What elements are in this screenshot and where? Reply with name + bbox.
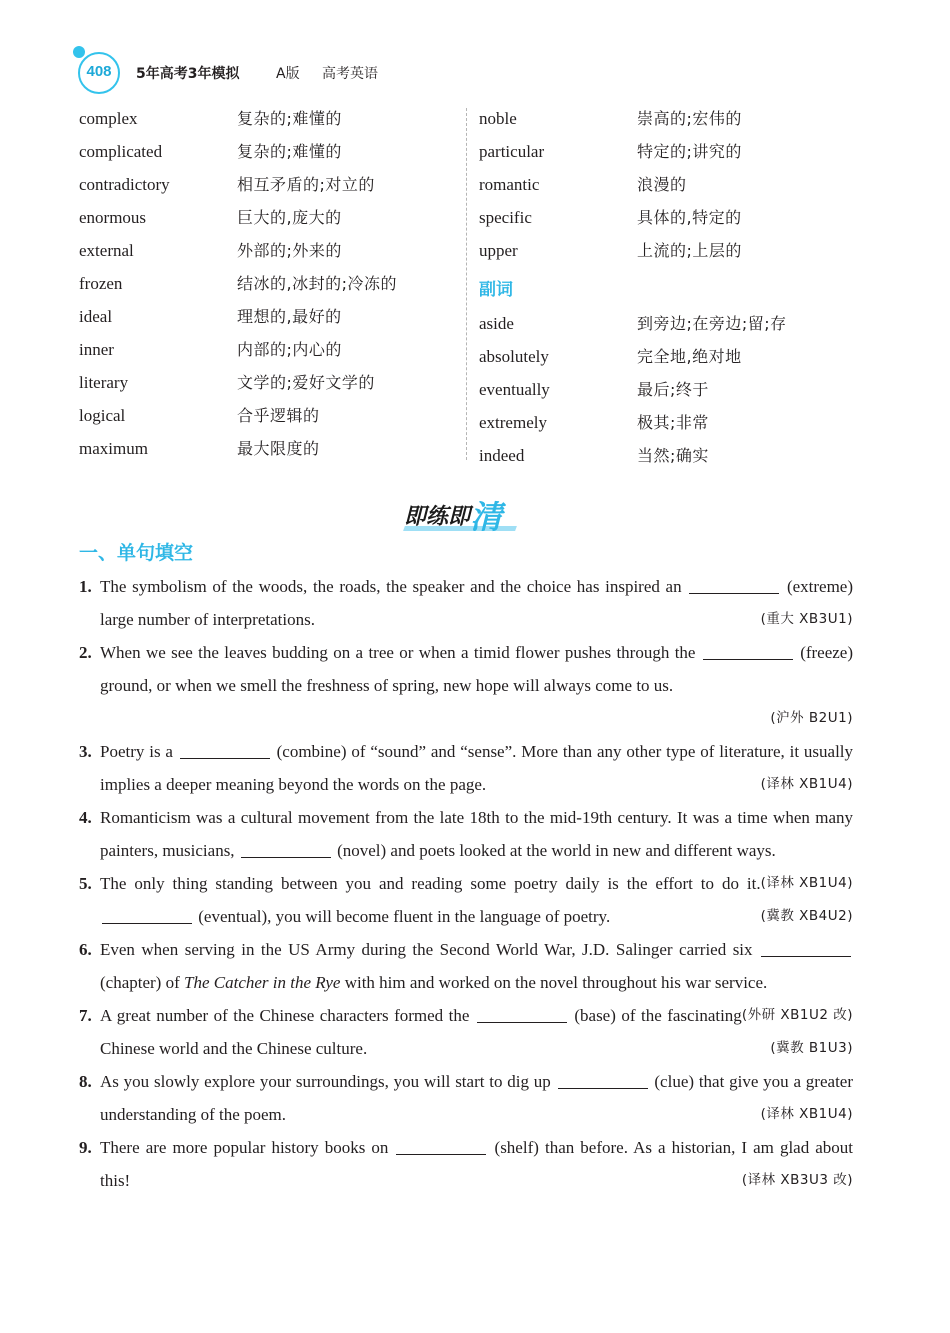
source-line — [100, 702, 853, 735]
exercise-item — [79, 1131, 853, 1197]
exercise-item — [79, 999, 853, 1065]
vocab-row — [479, 442, 859, 475]
exercise-text: of — [165, 973, 180, 992]
exercise-hint: (combine) — [276, 742, 347, 761]
vocab-row — [79, 105, 459, 138]
exercise-hint: (novel) — [337, 841, 387, 860]
exercise-text: of “sound” and “sense”. More than any other type of literature, it usually implies a deeper meaning beyond the words on the page. — [100, 742, 854, 794]
vocab-meaning: 上流的;上层的 — [637, 241, 742, 260]
vocab-row — [79, 204, 459, 237]
exercise-text: than before. As a historian, I am glad about this! — [100, 1138, 854, 1190]
vocab-word: romantic — [479, 175, 540, 194]
book-title-italic: The Catcher in the Rye — [184, 973, 341, 992]
vocab-meaning: 巨大的,庞大的 — [237, 208, 342, 227]
vocab-word: logical — [79, 406, 126, 425]
vocab-meaning: 具体的,特定的 — [637, 208, 742, 227]
vocab-word: absolutely — [479, 347, 549, 366]
exercise-source: (重大 XB3U1) — [760, 611, 853, 627]
page-number-badge — [78, 52, 120, 94]
vocab-word: enormous — [79, 208, 147, 227]
vocab-word: frozen — [79, 274, 123, 293]
vocab-meaning: 文学的;爱好文学的 — [237, 373, 375, 392]
vocab-row — [479, 310, 859, 343]
edition-label: A版 — [276, 66, 300, 82]
exercise-hint: (extreme) — [786, 577, 854, 596]
vocab-word: indeed — [479, 446, 525, 465]
vocab-meaning: 相互矛盾的;对立的 — [237, 175, 375, 194]
subject-label: 高考英语 — [322, 66, 378, 82]
exercise-text: The only thing standing between you and reading some poetry daily is the effort to do it. — [100, 874, 761, 893]
vocab-meaning: 外部的;外来的 — [237, 241, 342, 260]
exercise-number: 2. — [79, 643, 92, 662]
vocab-meaning: 浪漫的 — [637, 175, 687, 194]
vocab-meaning: 极其;非常 — [637, 413, 709, 432]
vocab-row — [79, 402, 459, 435]
vocab-list-right — [479, 105, 859, 475]
exercise-source: (冀教 B1U3) — [770, 1040, 853, 1056]
vocab-word: complex — [79, 109, 138, 128]
exercise-item — [79, 735, 853, 801]
vocab-word: complicated — [79, 142, 163, 161]
exercise-source: (译林 XB1U4) — [760, 1106, 853, 1122]
exercise-text: ground, or when we smell the freshness of spring, new hope will always come to us. — [100, 676, 674, 695]
vocab-meaning: 到旁边;在旁边;留;存 — [637, 314, 787, 333]
exercise-text: When we see the leaves budding on a tree or when a timid flower pushes through the — [100, 643, 696, 662]
exercise-number: 5. — [79, 874, 92, 893]
exercise-source: (冀教 XB4U2) — [760, 908, 853, 924]
vocab-row — [479, 138, 859, 171]
vocab-word: particular — [479, 142, 545, 161]
vocab-word: contradictory — [79, 175, 170, 194]
exercise-text: As you slowly explore your surroundings, you will start to dig up — [100, 1072, 551, 1091]
exercise-text: There are more popular history books on — [100, 1138, 389, 1157]
exercise-source: (外研 XB1U2 改) — [741, 1007, 853, 1023]
exercise-hint: (eventual), — [198, 907, 272, 926]
banner-accent-text: 清 — [470, 498, 503, 536]
exercise-item — [79, 570, 853, 636]
answer-blank[interactable] — [241, 835, 331, 858]
answer-blank[interactable] — [558, 1066, 648, 1089]
exercise-number: 7. — [79, 1006, 92, 1025]
exercise-source: (沪外 B2U1) — [770, 710, 853, 726]
vocab-word: aside — [479, 314, 514, 333]
vocab-word: specific — [479, 208, 532, 227]
exercise-number: 3. — [79, 742, 92, 761]
vocab-word: extremely — [479, 413, 547, 432]
exercise-hint: (chapter) — [100, 973, 162, 992]
vocab-meaning: 复杂的;难懂的 — [237, 142, 342, 161]
vocab-row — [79, 171, 459, 204]
vocab-row — [479, 343, 859, 376]
exercise-list — [79, 570, 853, 1197]
vocab-row — [479, 376, 859, 409]
exercise-item — [79, 1065, 853, 1131]
vocab-meaning: 完全地,绝对地 — [637, 347, 742, 366]
exercise-source: (译林 XB1U4) — [760, 875, 853, 891]
exercise-number: 1. — [79, 577, 92, 596]
vocab-word: literary — [79, 373, 129, 392]
vocab-word: ideal — [79, 307, 113, 326]
vocab-row — [479, 237, 859, 270]
exercise-item — [79, 636, 853, 735]
vocab-word: maximum — [79, 439, 148, 458]
vocab-meaning: 复杂的;难懂的 — [237, 109, 342, 128]
exercise-text: Even when serving in the US Army during the Second World War, J.D. Salinger carried six — [100, 940, 753, 959]
vocab-word: inner — [79, 340, 114, 359]
answer-blank[interactable] — [761, 934, 851, 957]
answer-blank[interactable] — [396, 1132, 486, 1155]
exercise-text: you will become fluent in the language of poetry. — [275, 907, 611, 926]
vocab-word: upper — [479, 241, 518, 260]
exercise-text: Romanticism was a cultural movement from the late 18th to the mid-19th century. It was a time when many painters, musicians, — [100, 808, 853, 860]
exercise-hint: (shelf) — [494, 1138, 539, 1157]
exercise-text: Poetry is a — [100, 742, 173, 761]
exercise-text: The symbolism of the woods, the roads, the speaker and the choice has inspired an — [100, 577, 682, 596]
exercise-text: and poets looked at the world in new and different ways. — [390, 841, 776, 860]
exercise-text: large number of interpretations. — [100, 610, 315, 629]
vocab-row — [79, 270, 459, 303]
vocab-meaning: 崇高的;宏伟的 — [637, 109, 742, 128]
vocab-row — [79, 138, 459, 171]
exercise-number: 4. — [79, 808, 92, 827]
vocab-row — [479, 204, 859, 237]
vocab-row — [479, 171, 859, 204]
answer-blank[interactable] — [703, 637, 793, 660]
vocab-meaning: 内部的;内心的 — [237, 340, 342, 359]
vocab-row — [479, 105, 859, 138]
vocab-row — [479, 409, 859, 442]
exercise-text: with him and worked on the novel throughout his war service. — [344, 973, 768, 992]
exercise-hint: (clue) — [654, 1072, 695, 1091]
vocab-word: noble — [479, 109, 517, 128]
vocab-row — [79, 369, 459, 402]
exercise-section-title: 一、单句填空 — [79, 542, 194, 564]
exercise-number: 9. — [79, 1138, 92, 1157]
vocab-word: external — [79, 241, 134, 260]
banner-main-text: 即练即 — [404, 504, 471, 530]
vocab-list-adjectives-left — [79, 105, 459, 468]
answer-blank[interactable] — [102, 901, 192, 924]
vocab-row — [79, 237, 459, 270]
book-title: 5年高考3年模拟 — [136, 66, 240, 82]
vocab-meaning: 最大限度的 — [237, 439, 320, 458]
answer-blank[interactable] — [689, 571, 779, 594]
exercise-number: 8. — [79, 1072, 92, 1091]
vocab-row — [79, 336, 459, 369]
answer-blank[interactable] — [180, 736, 270, 759]
answer-blank[interactable] — [477, 1000, 567, 1023]
exercise-text: that give you a greater understanding of the poem. — [100, 1072, 853, 1124]
exercise-source: (译林 XB3U3 改) — [741, 1172, 853, 1188]
vocab-meaning: 理想的,最好的 — [237, 307, 342, 326]
adverb-heading: 副词 — [479, 280, 513, 300]
vocab-meaning: 当然;确实 — [637, 446, 709, 465]
vocab-word: eventually — [479, 380, 550, 399]
page-number: 408 — [86, 63, 112, 80]
vocab-meaning: 结冰的,冰封的;冷冻的 — [237, 274, 397, 293]
exercise-number: 6. — [79, 940, 92, 959]
vocab-meaning: 合乎逻辑的 — [237, 406, 320, 425]
exercise-text: A great number of the Chinese characters formed the — [100, 1006, 470, 1025]
column-divider — [466, 108, 467, 460]
exercise-hint: (base) — [574, 1006, 616, 1025]
vocab-meaning: 特定的;讲究的 — [637, 142, 742, 161]
practice-banner — [404, 492, 503, 536]
vocab-row — [79, 303, 459, 336]
exercise-item — [79, 867, 853, 933]
exercise-source: (译林 XB1U4) — [760, 776, 853, 792]
vocab-meaning: 最后;终于 — [637, 380, 709, 399]
vocab-row — [79, 435, 459, 468]
exercise-text: of the fascinating Chinese world and the Chinese culture. — [100, 1006, 742, 1058]
exercise-hint: (freeze) — [800, 643, 854, 662]
